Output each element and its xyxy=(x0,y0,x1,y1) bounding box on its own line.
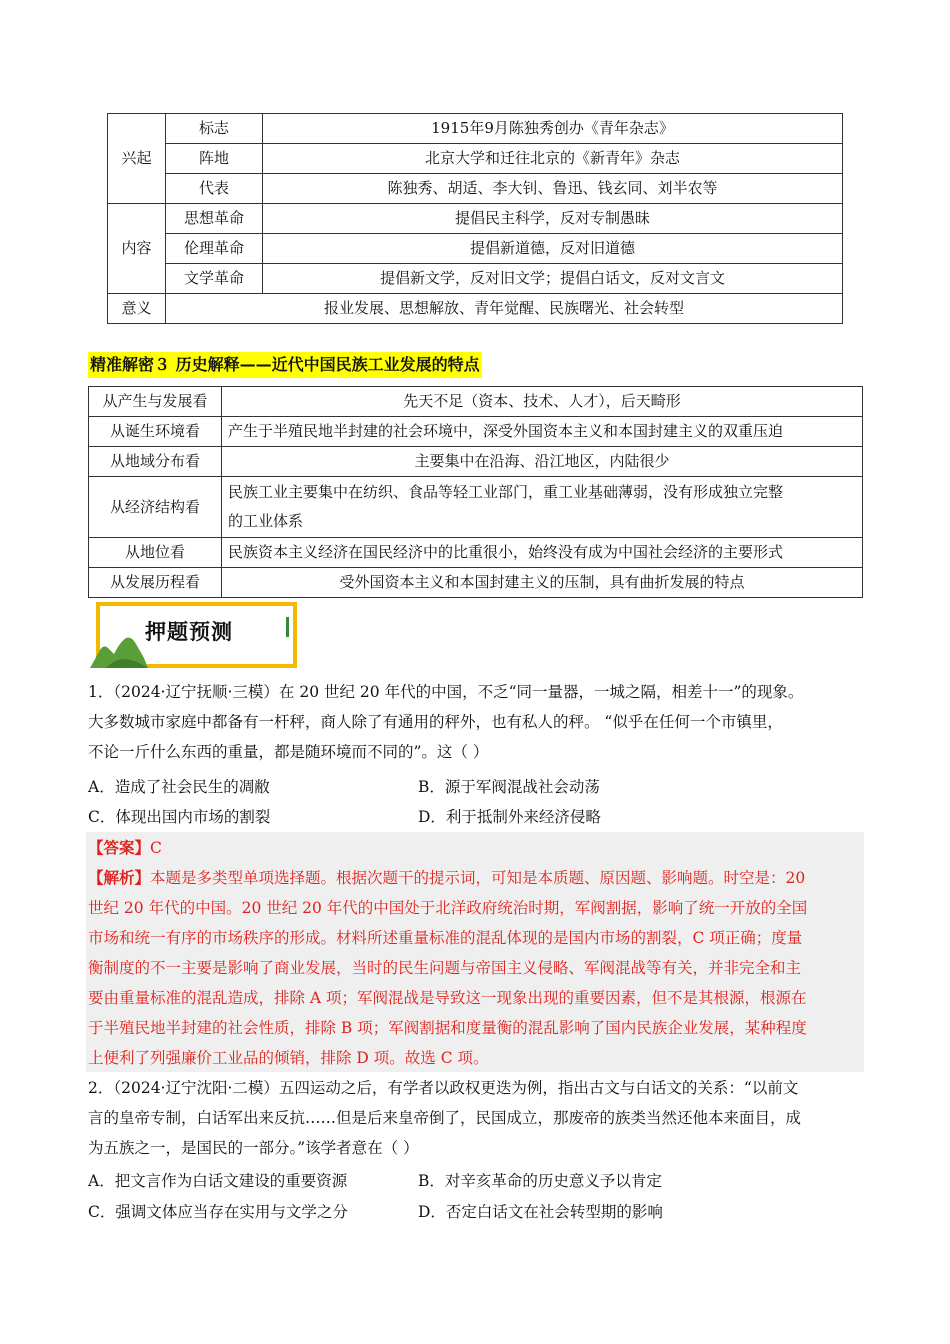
question-2-stem xyxy=(88,1073,863,1163)
table-cell-value: 产生于半殖民地半封建的社会环境中，深受外国资本主义和本国封建主义的双重压迫 xyxy=(222,417,863,447)
table-row xyxy=(108,114,843,144)
table-row xyxy=(89,387,863,417)
table-cell-label: 从产生与发展看 xyxy=(89,387,222,417)
table-cell-value: 主要集中在沿海、沿江地区，内陆很少 xyxy=(222,447,863,477)
table-cell-group: 意义 xyxy=(108,294,166,324)
analysis-text xyxy=(88,863,864,1073)
table-cell-line: 民族工业主要集中在纺织、食品等轻工业部门，重工业基础薄弱，没有形成独立完整 xyxy=(228,483,784,501)
table-cell-label: 从地位看 xyxy=(89,538,222,568)
option-d: D．利于抵制外来经济侵略 xyxy=(418,808,601,826)
question-line: 大多数城市家庭中都备有一杆秤，商人除了有通用的秤外，也有私人的秤。 “似乎在任何一个市镇里， xyxy=(88,713,783,731)
analysis-line: 衡制度的不一主要是影响了商业发展，当时的民生问题与帝国主义侵略、军阀混战等有关，并非完全和主 xyxy=(88,959,802,977)
option-c: C．体现出国内市场的割裂 xyxy=(88,808,271,826)
table-cell-value: 1915年9月陈独秀创办《青年杂志》 xyxy=(263,114,843,144)
section-heading: 精准解密３ 历史解释——近代中国民族工业发展的特点 xyxy=(88,352,482,378)
table-cell-label: 标志 xyxy=(166,114,263,144)
option-a: A．造成了社会民生的凋敝 xyxy=(88,778,270,796)
table-row xyxy=(108,294,843,324)
analysis-line: 世纪 20 年代的中国。20 世纪 20 年代的中国处于北洋政府统治时期，军阀割据，影响了统一开放的全国 xyxy=(88,899,808,917)
banner-accent-bar xyxy=(286,617,289,637)
table-cell-value: 提倡新文学，反对旧文学；提倡白话文，反对文言文 xyxy=(263,264,843,294)
analysis-line: 上便利了列强廉价工业品的倾销，排除 D 项。故选 C 项。 xyxy=(88,1049,489,1067)
analysis-line: 市场和统一有序的市场秩序的形成。材料所述重量标准的混乱体现的是国内市场的割裂，C 项正确；度量 xyxy=(88,929,803,947)
table-cell-value: 提倡新道德，反对旧道德 xyxy=(263,234,843,264)
table-cell-value: 受外国资本主义和本国封建主义的压制，具有曲折发展的特点 xyxy=(222,568,863,598)
option-b: B．源于军阀混战社会动荡 xyxy=(418,778,600,796)
table-cell-value: 提倡民主科学，反对专制愚昧 xyxy=(263,204,843,234)
analysis-line: 于半殖民地半封建的社会性质，排除 B 项；军阀割据和度量衡的混乱影响了国内民族企业发展，某种程度 xyxy=(88,1019,807,1037)
answer-value: C xyxy=(150,839,162,857)
banner-title: 押题预测 xyxy=(145,620,233,644)
table-row xyxy=(108,204,843,234)
table-cell-value: 先天不足（资本、技术、人才），后天畸形 xyxy=(222,387,863,417)
question-line: 不论一斤什么东西的重量，都是随环境而不同的”。这（ ） xyxy=(88,743,489,761)
question-line: 为五族之一，是国民的一部分。”该学者意在（ ） xyxy=(88,1139,419,1157)
table-row xyxy=(108,144,843,174)
question-line: 1．（2024·辽宁抚顺·三模）在 20 世纪 20 年代的中国，不乏“同一量器，一城之隔，相差十一”的现象。 xyxy=(88,683,804,701)
table-row xyxy=(108,264,843,294)
table-row xyxy=(89,477,863,538)
table-cell-label: 代表 xyxy=(166,174,263,204)
table-row xyxy=(108,174,843,204)
national-industry-features-table xyxy=(88,386,863,598)
table-cell-value: 北京大学和迁往北京的《新青年》杂志 xyxy=(263,144,843,174)
table-row xyxy=(89,447,863,477)
table-cell-group: 兴起 xyxy=(108,114,166,204)
table-row xyxy=(108,234,843,264)
table-cell-label: 思想革命 xyxy=(166,204,263,234)
prediction-banner xyxy=(90,602,295,664)
table-cell-label: 伦理革命 xyxy=(166,234,263,264)
table-cell-label: 从经济结构看 xyxy=(89,477,222,538)
table-cell-label: 从发展历程看 xyxy=(89,568,222,598)
analysis-line: 要由重量标准的混乱造成，排除 A 项；军阀混战是导致这一现象出现的重要因素，但不是其根源，根源在 xyxy=(88,989,807,1007)
table-row xyxy=(89,417,863,447)
mountain-icon xyxy=(90,632,150,668)
answer-label: 【答案】 xyxy=(88,838,151,857)
option-a: A．把文言作为白话文建设的重要资源 xyxy=(88,1172,348,1190)
option-b: B．对辛亥革命的历史意义予以肯定 xyxy=(418,1172,662,1190)
table-cell-label: 从诞生环境看 xyxy=(89,417,222,447)
table-row xyxy=(89,568,863,598)
analysis-label: 【解析】 xyxy=(88,868,151,887)
table-cell-label: 阵地 xyxy=(166,144,263,174)
answer-line xyxy=(88,833,864,863)
question-line: 2．（2024·辽宁沈阳·二模）五四运动之后，有学者以政权更迭为例，指出古文与白话文的关系：“以前文 xyxy=(88,1079,799,1097)
table-cell-line: 的工业体系 xyxy=(228,512,304,530)
new-culture-movement-table xyxy=(107,113,843,324)
option-d: D．否定白话文在社会转型期的影响 xyxy=(418,1203,663,1221)
table-cell-group: 内容 xyxy=(108,204,166,294)
table-cell-value: 陈独秀、胡适、李大钊、鲁迅、钱玄同、刘半农等 xyxy=(263,174,843,204)
question-line: 言的皇帝专制，白话军出来反抗……但是后来皇帝倒了，民国成立，那废帝的族类当然还他本来面目，成 xyxy=(88,1109,802,1127)
question-1-stem xyxy=(88,677,863,767)
table-cell-value xyxy=(222,477,863,538)
table-cell-value: 民族资本主义经济在国民经济中的比重很小，始终没有成为中国社会经济的主要形式 xyxy=(222,538,863,568)
option-c: C．强调文体应当存在实用与文学之分 xyxy=(88,1203,348,1221)
analysis-line: 本题是多类型单项选择题。根据次题干的提示词，可知是本质题、原因题、影响题。时空是：20 xyxy=(150,869,806,887)
table-cell-label: 文学革命 xyxy=(166,264,263,294)
table-cell-label: 从地域分布看 xyxy=(89,447,222,477)
table-cell-value: 报业发展、思想解放、青年觉醒、民族曙光、社会转型 xyxy=(166,294,843,324)
table-row xyxy=(89,538,863,568)
